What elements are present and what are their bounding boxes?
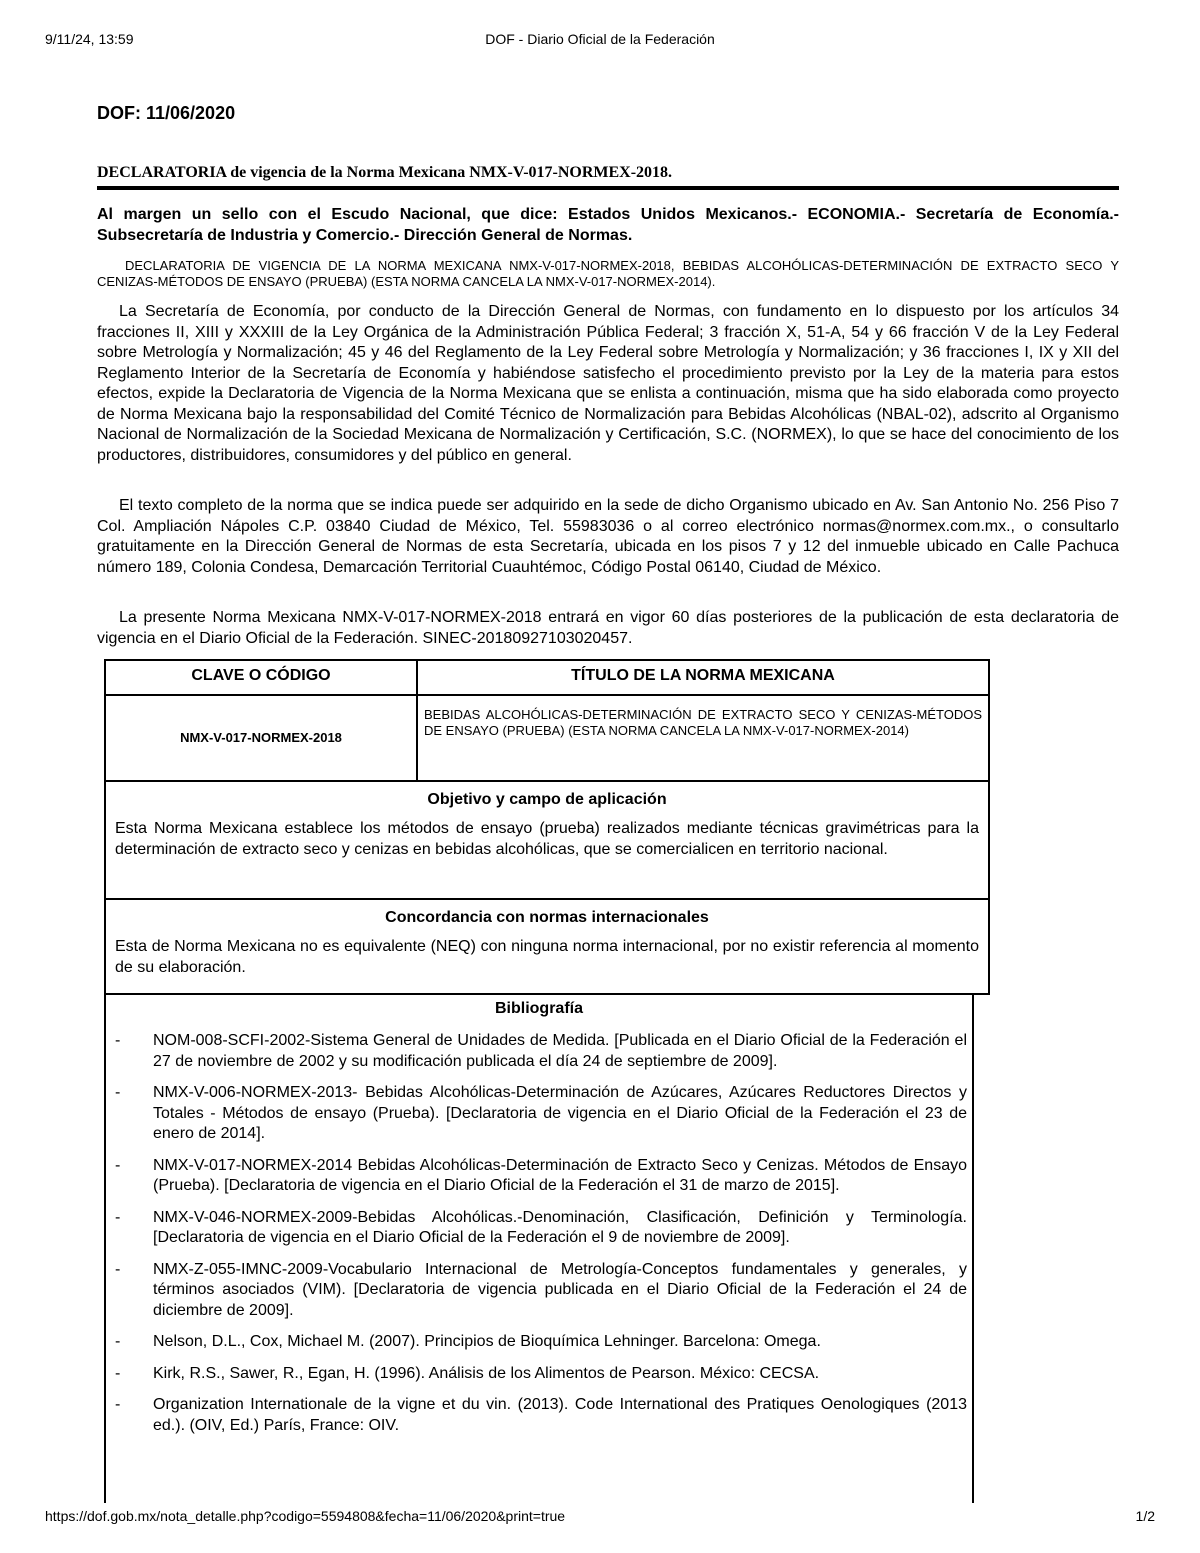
bullet: - [115,1156,121,1174]
concordance-title: Concordancia con normas internacionales [385,909,709,926]
dof-date: DOF: 11/06/2020 [97,103,236,123]
bibliography-entry: Nelson, D.L., Cox, Michael M. (2007). Principios de Bioquímica Lehninger. Barcelona: Omega. [153,1333,821,1350]
objective-section [104,780,990,900]
margin-note: Al margen un sello con el Escudo Nacional, que dice: Estados Unidos Mexicanos.- ECONOMIA.- Secretaría de Economía.- Subsecretaría de Industria y Comercio.- Dirección General de Normas. [97,206,1119,244]
objective-title: Objetivo y campo de aplicación [427,791,667,808]
header-title: TÍTULO DE LA NORMA MEXICANA [571,667,835,684]
bullet: - [115,1364,121,1382]
bullet: - [115,1208,121,1226]
print-footer [45,1508,1155,1528]
concordance-section [104,898,990,995]
bullet: - [115,1396,121,1413]
bibliography-entry: Kirk, R.S., Sawer, R., Egan, H. (1996). Análisis de los Alimentos de Pearson. México: CECSA. [153,1364,820,1382]
page-number: 1/2 [1135,1508,1155,1524]
list-item [115,1332,967,1353]
print-page-title: DOF - Diario Oficial de la Federación [485,31,715,47]
list-item [115,1364,967,1385]
list-item [115,1083,967,1145]
list-item [115,1156,967,1197]
print-header [45,31,1155,51]
bibliography-entry: NMX-V-006-NORMEX-2013- Bebidas Alcohólicas-Determinación de Azúcares, Azúcares Reductores Directos y Totales - Métodos de ensayo (Prueba). [Declaratoria de vigencia en el Diario Oficial de la Federación el 23 de enero de 2014]. [153,1084,967,1142]
bibliography-entry: NMX-V-017-NORMEX-2014 Bebidas Alcohólicas-Determinación de Extracto Seco y Cenizas. Métodos de Ensayo (Prueba). [Declaratoria de vigencia en el Diario Oficial de la Federación el 31 de marzo de 2015]. [153,1156,967,1194]
bullet: - [115,1260,121,1278]
table-header-row [104,659,990,696]
list-item [115,1208,967,1249]
declaration-title: DECLARATORIA de vigencia de la Norma Mexicana NMX-V-017-NORMEX-2018. [97,164,1119,190]
list-item [115,1395,967,1436]
bullet: - [115,1333,121,1350]
list-item [115,1031,967,1072]
bibliography-entry: NMX-V-046-NORMEX-2009-Bebidas Alcohólicas.-Denominación, Clasificación, Definición y Terminología. [Declaratoria de vigencia en el Diario Oficial de la Federación el 9 de noviembre de 2009]. [153,1208,967,1246]
list-item [115,1260,967,1322]
paragraph-effective-date: La presente Norma Mexicana NMX-V-017-NORMEX-2018 entrará en vigor 60 días posteriores de la publicación de esta declaratoria de vigencia en el Diario Oficial de la Federación. SINEC-20180927103020457. [97,609,1119,647]
declaration-caps-paragraph: DECLARATORIA DE VIGENCIA DE LA NORMA MEXICANA NMX-V-017-NORMEX-2018, BEBIDAS ALCOHÓLICAS-DETERMINACIÓN DE EXTRACTO SECO Y CENIZAS-MÉTODOS DE ENSAYO (PRUEBA) (ESTA NORMA CANCELA LA NMX-V-017-NORMEX-2014). [97,258,1119,289]
bibliography-list [115,1031,967,1447]
norm-title: BEBIDAS ALCOHÓLICAS-DETERMINACIÓN DE EXTRACTO SECO Y CENIZAS-MÉTODOS DE ENSAYO (PRUEBA) (ESTA NORMA CANCELA LA NMX-V-017-NORMEX-2014) [424,707,982,738]
objective-body: Esta Norma Mexicana establece los métodos de ensayo (prueba) realizados mediante técnicas gravimétricas para la determinación de extracto seco y cenizas en bebidas alcohólicas, que se comercialicen en territorio nacional. [115,820,979,858]
bibliography-entry: Organization Internationale de la vigne et du vin. (2013). Code International des Pratiques Oenologiques (2013 ed.). (OIV, Ed.) París, France: OIV. [153,1396,967,1434]
norm-title-cell [418,696,988,780]
concordance-body: Esta de Norma Mexicana no es equivalente (NEQ) con ninguna norma internacional, por no existir referencia al momento de su elaboración. [115,938,979,976]
paragraph-legal-basis: La Secretaría de Economía, por conducto de la Dirección General de Normas, con fundamento en lo dispuesto por los artículos 34 fracciones II, XIII y XXXIII de la Ley Orgánica de la Administración Pública Federal; 3 fracción X, 51-A, 54 y 66 fracción V de la Ley Federal sobre Metrología y Normalización; 45 y 46 del Reglamento de la Ley Federal sobre Metrología y Normalización; y 36 fracciones I, IX y XII del Reglamento Interior de la Secretaría de Economía y habiéndose satisfecho el procedimiento previsto por la Ley de la materia para estos efectos, expide la Declaratoria de Vigencia de la Norma Mexicana que se enlista a continuación, misma que ha sido elaborada como proyecto de Norma Mexicana bajo la responsabilidad del Comité Técnico de Normalización para Bebidas Alcohólicas (NBAL-02), adscrito al Organismo Nacional de Normalización de la Sociedad Mexicana de Normalización y Certificación, S.C. (NORMEX), lo que se hace del conocimiento de los productores, distribuidores, consumidores y del público en general. [97,303,1119,464]
print-timestamp: 9/11/24, 13:59 [45,31,134,47]
header-code: CLAVE O CÓDIGO [106,661,418,694]
table-row [104,694,990,782]
bibliography-title: Bibliografía [494,1000,583,1017]
bibliography-entry: NOM-008-SCFI-2002-Sistema General de Unidades de Medida. [Publicada en el Diario Oficial de la Federación el 27 de noviembre de 2002 y su modificación publicada el día 24 de septiembre de 2009]. [153,1032,967,1070]
paragraph-availability: El texto completo de la norma que se indica puede ser adquirido en la sede de dicho Organismo ubicado en Av. San Antonio No. 256 Piso 7 Col. Ampliación Nápoles C.P. 03840 Ciudad de México, Tel. 55983036 o al correo electrónico normas@normex.com.mx., o consultarlo gratuitamente en la Dirección General de Normas de esta Secretaría, ubicada en los pisos 7 y 12 del inmueble ubicado en Calle Pachuca número 189, Colonia Condesa, Demarcación Territorial Cuauhtémoc, Código Postal 06140, Ciudad de México. [97,497,1119,576]
bullet: - [115,1032,121,1049]
page-url[interactable]: https://dof.gob.mx/nota_detalle.php?codigo=5594808&fecha=11/06/2020&print=true [45,1508,566,1524]
norm-code: NMX-V-017-NORMEX-2018 [106,696,418,780]
bibliography-section [104,993,974,1503]
bibliography-entry: NMX-Z-055-IMNC-2009-Vocabulario Internacional de Metrología-Conceptos fundamentales y generales, y términos asociados (VIM). [Declaratoria de vigencia publicada en el Diario Oficial de la Federación el 24 de diciembre de 2009]. [153,1260,967,1319]
bullet: - [115,1084,121,1101]
